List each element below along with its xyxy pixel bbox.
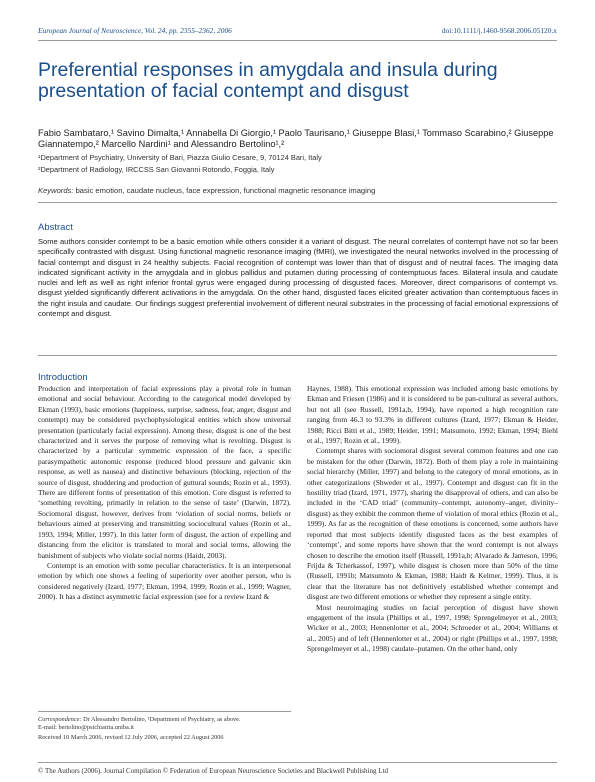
copyright-footer: © The Authors (2006). Journal Compilation © Federation of European Neuroscience Societies and Blackwell Publishing Ltd (38, 767, 388, 775)
keywords-text: basic emotion, caudate nucleus, face expression, functional magnetic resonance imaging (75, 186, 376, 195)
affiliation-1: ¹Department of Psychiatry, University of Bari, Piazza Giulio Cesare, 9, 70124 Bari, Italy (38, 153, 322, 162)
intro-paragraph-4: Contempt shares with sociomoral disgust several common features and one can be mistaken for the other (Darwin, 1872). Both of them play a role in maintaining social hierarchy (Miller, 1997) and belong to the category of moral emotions, as in other categorizations (Shweder et al., 1997). Contempt and disgust can fit in the hostility triad (Izard, 1971, 1977), sharing the disapproval of others, and can also be included in the ‘CAD triad’ (community–contempt, autonomy–anger, divinity–disgust) as they exhibit the common theme of violation of moral ethics (Rozin et al., 1999). As far as the recognition of these emotions is concerned, some authors have reported that most subjects identify disgusted faces as the best examples of ‘contempt’, and some reports have shown that the word contempt is not always chosen to describe the emotion itself (Russell, 1991a,b; Alvarado & Jameson, 1996; Frijda & Tcherkassof, 1997), while disgust is chosen more than 50% of the time (Russell, 1991b; Matsumoto & Ekman, 1988; Haidt & Keltner, 1999). Thus, it is clear that the literature has not definitively established whether contempt and disgust are two different emotions or whether they represent a single entity. (307, 446, 558, 602)
correspondence-footnote (38, 716, 291, 743)
abstract-text: Some authors consider contempt to be a basic emotion while others consider it a variant of disgust. The neural correlates of contempt have not so far been specifically contrasted with disgust. Using functional magnetic resonance imaging (fMRI), we investigated the neural networks involved in the processing of facial contempt and disgust in 24 healthy subjects. Facial recognition of contempt was lower than that of disgust and of neutral faces. The imaging data indicated significant activity in the amygdala and in globus pallidus and putamen during processing of contemptuous faces. Bilateral insula and caudate nuclei and left as well as right inferior frontal gyrus were engaged during processing of disgusted faces. Moreover, direct comparisons of contempt vs. disgust yielded significantly different activations in the amygdala. On the other hand, disgusted faces elicited greater activation than contemptuous faces in the right insula and caudate. Our findings suggest preferential involvement of different neural substrates in the processing of facial emotional expressions of contempt and disgust. (38, 237, 558, 319)
intro-paragraph-2: Contempt is an emotion with some peculiar characteristics. It is an interpersonal emotion by which one shows a feeling of superiority over another person, who is considered negatively (Izard, 1977; Ekman, 1994, 1999; Rozin et al., 1999; Wagner, 2000). It has a distinct asymmetric facial expression (see for a review Izard & (38, 560, 291, 602)
footnote-rule (38, 711, 291, 712)
right-column (307, 384, 558, 655)
affiliation-2: ²Department of Radiology, IRCCSS San Giovanni Rotondo, Foggia, Italy (38, 165, 275, 174)
abstract-rule (38, 355, 557, 356)
intro-paragraph-5: Most neuroimaging studies on facial perception of disgust have shown engagement of the insula (Phillips et al., 1997, 1998; Sprengelmeyer et al., 2003; Wicker et al., 2003; Hennenlotter et al., 2004; Schroeder et al., 2004; Williams et al., 2005) and of left (Hennenlotter et al., 2004) or right (Phillips et al., 1997, 1998; Sprengelmeyer et al., 1998) caudate–putamen. On the other hand, only (307, 602, 558, 654)
keywords-label: Keywords: (38, 186, 74, 195)
footer-rule (38, 762, 557, 763)
correspondence-label: Correspondence: (38, 716, 82, 723)
keywords-rule (38, 202, 557, 203)
author-list: Fabio Sambataro,¹ Savino Dimalta,¹ Annabella Di Giorgio,¹ Paolo Taurisano,¹ Giuseppe Blasi,¹ Tommaso Scarabino,² Giuseppe Giannatempo,² Marcello Nardini¹ and Alessandro Bertolino¹,² (38, 128, 554, 149)
correspondence-text: Dr Alessandro Bertolino, ¹Department of Psychiatry, as above. (83, 716, 241, 723)
article-title: Preferential responses in amygdala and insula during presentation of facial contempt and disgust (38, 59, 498, 102)
intro-paragraph-1: Production and interpretation of facial expressions play a pivotal role in human emotional and social behaviour. According to the categorical model developed by Ekman (1993), basic emotions (happiness, surprise, sadness, fear, anger, disgust and contempt) may be considered psychophysiological entities which show universal presentation (particularly facial expression). Among these, disgust is one of the best characterized and it serves the purpose of removing what is revolting. Disgust is characterized by a particular symmetric expression of the face, a specific parasympathetic autonomic response (reduced blood pressure and galvanic skin response, as well as nausea) and distinctive behaviours (blocking, rejection of the source of disgust, shuddering and production of guttural sounds; Rozin et al., 1993). There are different forms of presentation of this emotion. Core disgust is referred to ‘something revolting, primarily in relation to the sense of taste’ (Darwin, 1872). Sociomoral disgust, however, derives from ‘violation of social norms, beliefs or behaviours aimed at preserving and transmitting sociocultural values (Rozin et al., 1993, 1994; Miller, 1997). In this latter form of disgust, the action of expelling and distancing from the elicitor is translated to moral and social terms, allowing the banishment of subjects who violate social norms (Haidt, 2003). (38, 384, 291, 560)
introduction-heading: Introduction (38, 372, 88, 383)
header-rule (38, 40, 557, 41)
correspondence-email[interactable]: E-mail: bertolino@psichiatria.uniba.it (38, 724, 134, 732)
keywords (38, 186, 558, 195)
journal-citation: European Journal of Neuroscience, Vol. 24, pp. 2355–2362, 2006 (38, 26, 232, 35)
left-column (38, 384, 291, 603)
intro-paragraph-3: Haynes, 1988). This emotional expression was included among basic emotions by Ekman and Friesen (1986) and it is considered to be pan-cultural as several authors, but not all (see Russell, 1991a,b, 1994), have reported a high recognition rate ranging from 46.3 to 93.3% in different cultures (Izard, 1977; Ekman & Heider, 1988; Ricci Bitti et al., 1989; Heider, 1991; Matsumoto, 1992; Ekman, 1994; Biehl et al., 1997; Rozin et al., 1999). (307, 384, 558, 446)
running-head (38, 26, 557, 35)
doi-link[interactable]: doi:10.1111/j.1460-9568.2006.05120.x (441, 26, 557, 35)
abstract-heading: Abstract (38, 222, 73, 233)
received-dates: Received 10 March 2006, revised 12 July 2006, accepted 22 August 2006 (38, 734, 224, 742)
